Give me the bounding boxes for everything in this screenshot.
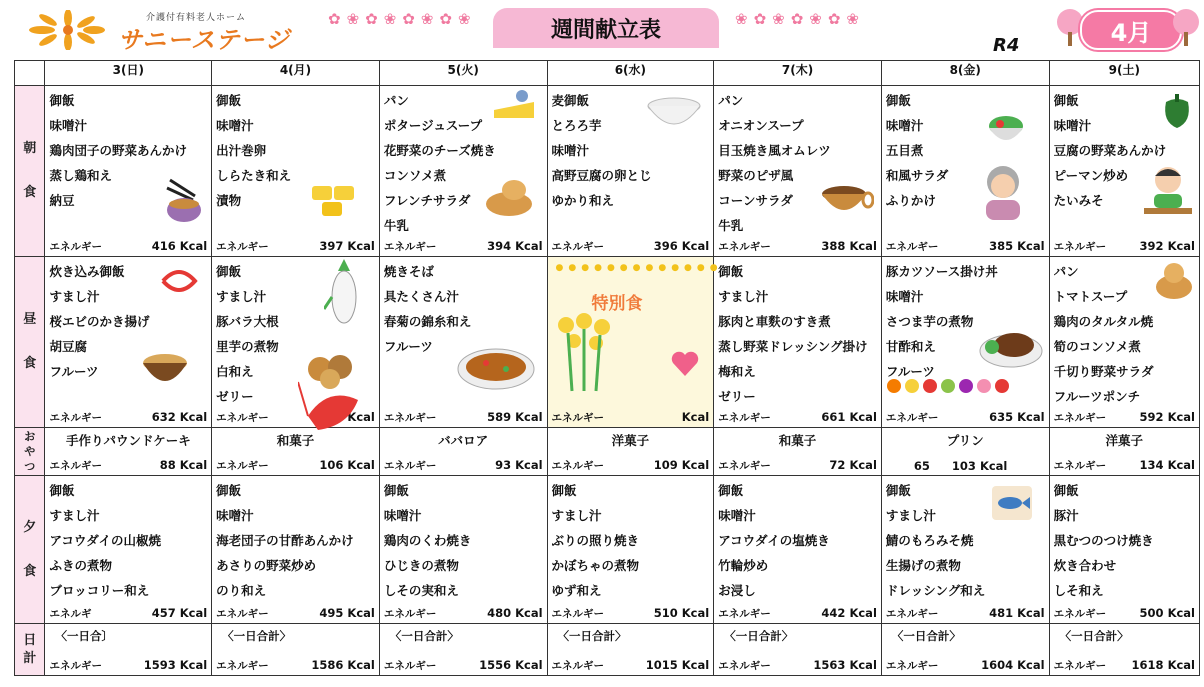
menu-item: 胡豆腐 [49, 339, 87, 354]
brand-name: サニーステージ [118, 25, 290, 54]
energy-row: エネルギー 480 Kcal [383, 606, 543, 620]
menu-item: 春菊の錦糸和え [383, 314, 472, 329]
energy-row: エネルギー 109 Kcal [551, 458, 710, 472]
menu-item: 味噌汁 [383, 508, 422, 523]
total-kcal-value: 1604 [981, 658, 1014, 672]
menu-item: フルーツ [49, 364, 99, 379]
menu-item: 里芋の煮物 [216, 339, 279, 354]
energy-row: エネルギー 385 Kcal [885, 239, 1045, 253]
lunch-cell [714, 257, 882, 428]
menu-item: 味噌汁 [216, 508, 254, 523]
boy-eating-icon [1142, 162, 1194, 220]
menu-item: トマトスープ [1053, 289, 1128, 304]
menu-item: 鶏肉のくわ焼き [383, 533, 472, 548]
menu-item: ブロッコリー和え [49, 583, 150, 598]
menu-item: ポタージュスープ [383, 118, 483, 133]
menu-item: 味噌汁 [551, 143, 590, 158]
menu-item: 御飯 [216, 264, 242, 279]
menu-item: 豆腐の野菜あんかけ [1053, 143, 1167, 158]
tamagoyaki-icon [310, 178, 356, 220]
total-kcal-value: 1563 [813, 658, 846, 672]
breakfast-cell [1049, 86, 1199, 257]
total-cell [212, 624, 380, 676]
kcal-value: 457 [151, 606, 176, 620]
menu-item: 出汁巻卵 [216, 143, 267, 158]
menu-item: 味噌汁 [718, 508, 756, 523]
breakfast-cell [45, 86, 212, 257]
breakfast-cell [714, 86, 882, 257]
menu-item: コンソメ煮 [383, 168, 447, 183]
menu-item: 味噌汁 [885, 118, 924, 133]
menu-item: 御飯 [49, 483, 75, 498]
menu-item: たいみそ [1053, 193, 1104, 208]
salad-icon [986, 112, 1026, 146]
row-label-breakfast: 朝 食 [15, 86, 45, 257]
total-label: 〈一日合計〉 [222, 629, 292, 643]
menu-item: 豚バラ大根 [216, 314, 279, 329]
menu-item: すまし汁 [885, 508, 936, 523]
kcal-value: 388 [821, 239, 846, 253]
menu-item: コーンサラダ [718, 193, 793, 208]
month-badge: 4月 [1080, 10, 1182, 50]
page-title: 週間献立表 [493, 8, 719, 48]
menu-item: 御飯 [216, 93, 242, 108]
dinner-cell [881, 476, 1049, 624]
date-header: 7(木) [714, 61, 882, 86]
menu-item: パン [383, 93, 409, 108]
kcal-value: 480 [487, 606, 512, 620]
snack-name: ババロア [438, 433, 489, 448]
cherry-tree-right-icon [1168, 8, 1204, 48]
menu-item: アコウダイの塩焼き [718, 533, 830, 548]
menu-item: 豚カツソース掛け丼 [885, 264, 998, 279]
menu-item: ゼリー [216, 389, 254, 404]
era-label: R4 [993, 35, 1020, 56]
energy-row: エネルギー 1563 Kcal [718, 658, 877, 672]
menu-item: 漬物 [216, 193, 242, 208]
snack-name: プリン [946, 433, 984, 448]
decorative-dots-icon: ●●●●●●●●●●●●● [555, 263, 723, 273]
kcal-value: 592 [1139, 410, 1164, 424]
total-kcal-value: 1618 [1131, 658, 1164, 672]
energy-row: エネルギー 442 Kcal [718, 606, 877, 620]
menu-item: 納豆 [49, 193, 75, 208]
energy-row: エネルギー 1593 Kcal [49, 658, 208, 672]
total-cell [881, 624, 1049, 676]
energy-row: エネルギー Kcal [551, 410, 710, 424]
kcal-value: 510 [653, 606, 678, 620]
kcal-value: 397 [319, 239, 344, 253]
menu-item: とろろ芋 [551, 118, 602, 133]
menu-item: パン [718, 93, 744, 108]
total-label: 〈一日合計〉 [389, 629, 459, 643]
menu-item: 豚肉と車麩のすき煮 [718, 314, 831, 329]
menu-item: 五目煮 [885, 143, 924, 158]
menu-item: 黒むつのつけ焼き [1053, 533, 1154, 548]
kcal-value: 416 [151, 239, 176, 253]
sakura-shrimp-icon [159, 263, 199, 299]
menu-item: すまし汁 [216, 289, 267, 304]
energy-row: 65 103 Kcal [913, 459, 1008, 473]
date-header: 3(日) [45, 61, 212, 86]
shrimp-icon [298, 376, 368, 446]
snack-name: 手作りパウンドケーキ [65, 433, 191, 448]
energy-row: エネルギー 396 Kcal [551, 239, 710, 253]
menu-item: 御飯 [718, 264, 744, 279]
menu-item: 千切り野菜サラダ [1053, 364, 1154, 379]
kcal-value: 109 [653, 458, 678, 472]
kcal-value: 442 [821, 606, 846, 620]
kcal-value: 134 [1139, 458, 1164, 472]
heart-icon [670, 349, 700, 379]
menu-item: かぼちゃの煮物 [551, 558, 640, 573]
snack-name: 洋菓子 [611, 433, 650, 448]
total-kcal-value: 1556 [479, 658, 512, 672]
onion-soup-icon [818, 174, 874, 222]
dinner-row [15, 476, 1200, 624]
date-header: 8(金) [881, 61, 1049, 86]
breakfast-cell [212, 86, 380, 257]
lunch-cell [45, 257, 212, 428]
menu-item: ひじきの煮物 [383, 558, 459, 573]
energy-row: エネルギー 661 Kcal [718, 410, 877, 424]
kcal-value: 103 [951, 459, 976, 473]
menu-item: ピーマン炒め [1053, 168, 1129, 183]
rice-bowl-icon [646, 92, 702, 136]
hamburg-steak-icon [978, 319, 1044, 371]
menu-item: ドレッシング和え [885, 583, 986, 598]
page-header [0, 0, 1204, 58]
kcal-value: 385 [989, 239, 1014, 253]
menu-item: フレンチサラダ [383, 193, 471, 208]
menu-item: 味噌汁 [216, 118, 254, 133]
total-kcal-value: 1586 [311, 658, 344, 672]
menu-item: ふりかけ [885, 193, 936, 208]
lunch-cell-special [547, 257, 723, 428]
total-cell [45, 624, 212, 676]
menu-item: フルーツ [383, 339, 433, 354]
energy-row: エネルギー 632 Kcal [49, 410, 208, 424]
menu-item: しそ和え [1053, 583, 1104, 598]
energy-row: エネルギー 72 Kcal [718, 458, 877, 472]
menu-item: 味噌汁 [49, 118, 87, 133]
energy-row: エネルギー 1618 Kcal [1053, 658, 1195, 672]
snack-name: 和菓子 [276, 433, 315, 448]
lunch-cell [881, 257, 1049, 428]
menu-item: フルーツポンチ [1053, 389, 1141, 404]
menu-item: お浸し [718, 583, 756, 598]
snack-row [15, 428, 1200, 476]
total-kcal-value: 1593 [143, 658, 176, 672]
menu-item: 麦御飯 [551, 93, 590, 108]
takikomi-rice-icon [139, 347, 191, 393]
dinner-cell [714, 476, 882, 624]
snack-name: 洋菓子 [1105, 433, 1144, 448]
energy-row: エネルギー 392 Kcal [1053, 239, 1195, 253]
lunch-cell [379, 257, 547, 428]
kcal-value: 88 [159, 458, 176, 472]
menu-item: 焼きそば [383, 264, 434, 279]
yakisoba-plate-icon [456, 339, 536, 393]
energy-row: エネルギー Kcal [216, 410, 375, 424]
snack-cell [212, 428, 380, 476]
breakfast-cell [881, 86, 1049, 257]
menu-item: ゆず和え [551, 583, 602, 598]
snack-cell [547, 428, 714, 476]
menu-item: ぶりの照り焼き [551, 533, 640, 548]
date-header: 4(月) [212, 61, 380, 86]
energy-row: エネルギー 510 Kcal [551, 606, 710, 620]
total-label: 〈一日合計〉 [724, 629, 794, 643]
special-meal-label: 特別食 [591, 294, 643, 314]
snack-cell [714, 428, 882, 476]
kcal-value: 396 [653, 239, 678, 253]
sakura-petals-right-icon: ❀✿❀✿❀✿❀ [735, 10, 865, 28]
menu-item: 甘酢和え [885, 339, 936, 354]
kcal-value: 495 [319, 606, 344, 620]
weekly-menu-table [14, 60, 1200, 676]
dinner-cell [379, 476, 547, 624]
menu-item: のり和え [216, 583, 267, 598]
menu-item: 鶏肉団子の野菜あんかけ [49, 143, 187, 158]
row-label-total: 日 計 [15, 624, 45, 676]
menu-item: 生揚げの煮物 [885, 558, 961, 573]
kcal-value: 589 [487, 410, 512, 424]
green-pepper-icon [1160, 92, 1194, 130]
breakfast-cell [547, 86, 714, 257]
menu-item: 炊き込み御飯 [49, 264, 125, 279]
menu-item: あさりの野菜炒め [216, 558, 317, 573]
total-label: 〈一日合計〉 [1059, 629, 1129, 643]
energy-row: エネルギー 1586 Kcal [216, 658, 375, 672]
snack-cell [379, 428, 547, 476]
menu-item: 和風サラダ [885, 168, 949, 183]
menu-item: 御飯 [216, 483, 242, 498]
energy-row: エネルギー 93 Kcal [383, 458, 543, 472]
menu-item: 海老団子の甘酢あんかけ [216, 533, 354, 548]
row-label-dinner: 夕 食 [15, 476, 45, 624]
menu-item: 白和え [216, 364, 254, 379]
total-cell [379, 624, 547, 676]
menu-item: フルーツ [885, 364, 935, 379]
total-label: 〈一日合〕 [55, 629, 113, 643]
date-header: 9(土) [1049, 61, 1199, 86]
energy-row: エネルギー 1556 Kcal [383, 658, 543, 672]
menu-item: 蒸し鶏和え [49, 168, 112, 183]
menu-item: 豚汁 [1053, 508, 1079, 523]
kcal-value-a: 65 [913, 459, 930, 473]
menu-item: 味噌汁 [1053, 118, 1092, 133]
bread-icon [484, 176, 534, 220]
energy-row: エネルギー 635 Kcal [885, 410, 1045, 424]
sakura-petals-left-icon: ✿❀✿❀✿❀✿❀ [328, 10, 477, 28]
breakfast-cell [379, 86, 547, 257]
menu-item: 桜エビのかき揚げ [49, 314, 150, 329]
snack-cell [881, 428, 1049, 476]
menu-item: 御飯 [718, 483, 744, 498]
elderly-woman-icon [978, 160, 1028, 220]
menu-item: 高野豆腐の卵とじ [551, 168, 652, 183]
menu-item: 牛乳 [383, 218, 409, 233]
menu-item: すまし汁 [49, 289, 100, 304]
dinner-cell [45, 476, 212, 624]
snack-cell [1049, 428, 1199, 476]
energy-row: エネルギー 134 Kcal [1053, 458, 1195, 472]
menu-item: 御飯 [1053, 483, 1079, 498]
dinner-cell [1049, 476, 1199, 624]
total-label: 〈一日合計〉 [557, 629, 627, 643]
total-kcal-value: 1015 [645, 658, 678, 672]
kcal-value: 106 [319, 458, 344, 472]
energy-row: エネルギー 589 Kcal [383, 410, 543, 424]
menu-item: 竹輪炒め [718, 558, 769, 573]
total-cell [1049, 624, 1199, 676]
energy-row: エネルギー 1015 Kcal [551, 658, 710, 672]
snack-name: 和菓子 [778, 433, 817, 448]
kcal-value: 93 [495, 458, 512, 472]
sun-flower-logo-icon [28, 10, 106, 50]
daikon-character-icon [324, 257, 364, 333]
energy-row: エネルギー 388 Kcal [718, 239, 877, 253]
menu-item: ゆかり和え [551, 193, 615, 208]
energy-row: エネルギー 495 Kcal [216, 606, 375, 620]
rapeseed-flowers-icon [554, 313, 620, 393]
total-label: 〈一日合計〉 [891, 629, 961, 643]
date-header-row [15, 61, 1200, 86]
row-label-lunch: 昼 食 [15, 257, 45, 428]
menu-item: アコウダイの山椒焼 [49, 533, 161, 548]
daily-total-row [15, 624, 1200, 676]
energy-row: エネルギー 397 Kcal [216, 239, 375, 253]
dinner-cell [212, 476, 380, 624]
menu-item: さつま芋の煮物 [885, 314, 974, 329]
menu-item: 蒸し野菜ドレッシング掛け [718, 339, 868, 354]
fruits-row-icon [886, 377, 1016, 395]
total-cell [714, 624, 882, 676]
kcal-value: 635 [989, 410, 1014, 424]
menu-item: 御飯 [383, 483, 409, 498]
date-header: 6(水) [547, 61, 714, 86]
menu-item: しその実和え [383, 583, 459, 598]
fish-icon [992, 486, 1032, 520]
menu-item: 目玉焼き風オムレツ [718, 143, 831, 158]
menu-item: 牛乳 [718, 218, 744, 233]
menu-item: 具たくさん汁 [383, 289, 459, 304]
kcal-value: 481 [989, 606, 1014, 620]
energy-row: エネルギー 500 Kcal [1053, 606, 1195, 620]
menu-item: オニオンスープ [718, 118, 804, 133]
menu-item: 筍のコンソメ煮 [1053, 339, 1141, 354]
menu-item: 御飯 [885, 483, 911, 498]
brand-subtitle: 介護付有料老人ホーム [146, 13, 247, 23]
menu-item: 鶏肉のタルタル焼 [1053, 314, 1154, 329]
energy-row: エネルギー 481 Kcal [885, 606, 1045, 620]
menu-item: 花野菜のチーズ焼き [383, 143, 496, 158]
menu-item: すまし汁 [49, 508, 100, 523]
energy-row: エネルギー 106 Kcal [216, 458, 375, 472]
bread-basket-icon [1154, 259, 1194, 303]
menu-item: パン [1053, 264, 1079, 279]
menu-item: ゼリー [718, 389, 756, 404]
menu-item: すまし汁 [551, 508, 602, 523]
breakfast-row [15, 86, 1200, 257]
date-header: 5(火) [379, 61, 547, 86]
menu-item: 御飯 [49, 93, 75, 108]
lunch-row [15, 257, 1200, 428]
energy-row: エネルギー 88 Kcal [49, 458, 208, 472]
menu-item: 御飯 [1053, 93, 1079, 108]
energy-row: エネルギー 1604 Kcal [885, 658, 1045, 672]
lunch-cell [1049, 257, 1199, 428]
menu-item: しらたき和え [216, 168, 292, 183]
corner-cell [15, 61, 45, 86]
kcal-value: 72 [829, 458, 846, 472]
dinner-cell [547, 476, 714, 624]
menu-item: ふきの煮物 [49, 558, 112, 573]
energy-row: エネルギー 394 Kcal [383, 239, 543, 253]
energy-row: エネルギ 457 Kcal [49, 606, 208, 620]
snack-cell [45, 428, 212, 476]
cheese-icon [492, 88, 536, 124]
total-cell [547, 624, 714, 676]
menu-item: 御飯 [885, 93, 911, 108]
kcal-value: 632 [151, 410, 176, 424]
row-label-snack: お や つ [15, 428, 45, 476]
kcal-value: 661 [821, 410, 846, 424]
menu-item: 味噌汁 [885, 289, 924, 304]
energy-row: エネルギー 592 Kcal [1053, 410, 1195, 424]
kcal-value: 392 [1139, 239, 1164, 253]
menu-item: 炊き合わせ [1053, 558, 1117, 573]
menu-item: 野菜のピザ風 [718, 168, 794, 183]
kcal-value: 500 [1139, 606, 1164, 620]
menu-item: すまし汁 [718, 289, 769, 304]
energy-row: エネルギー 416 Kcal [49, 239, 208, 253]
menu-item: 御飯 [551, 483, 577, 498]
kcal-value: 394 [487, 239, 512, 253]
menu-item: 梅和え [718, 364, 756, 379]
menu-item: 鯖のもろみそ焼 [885, 533, 974, 548]
natto-bowl-icon [165, 178, 203, 224]
